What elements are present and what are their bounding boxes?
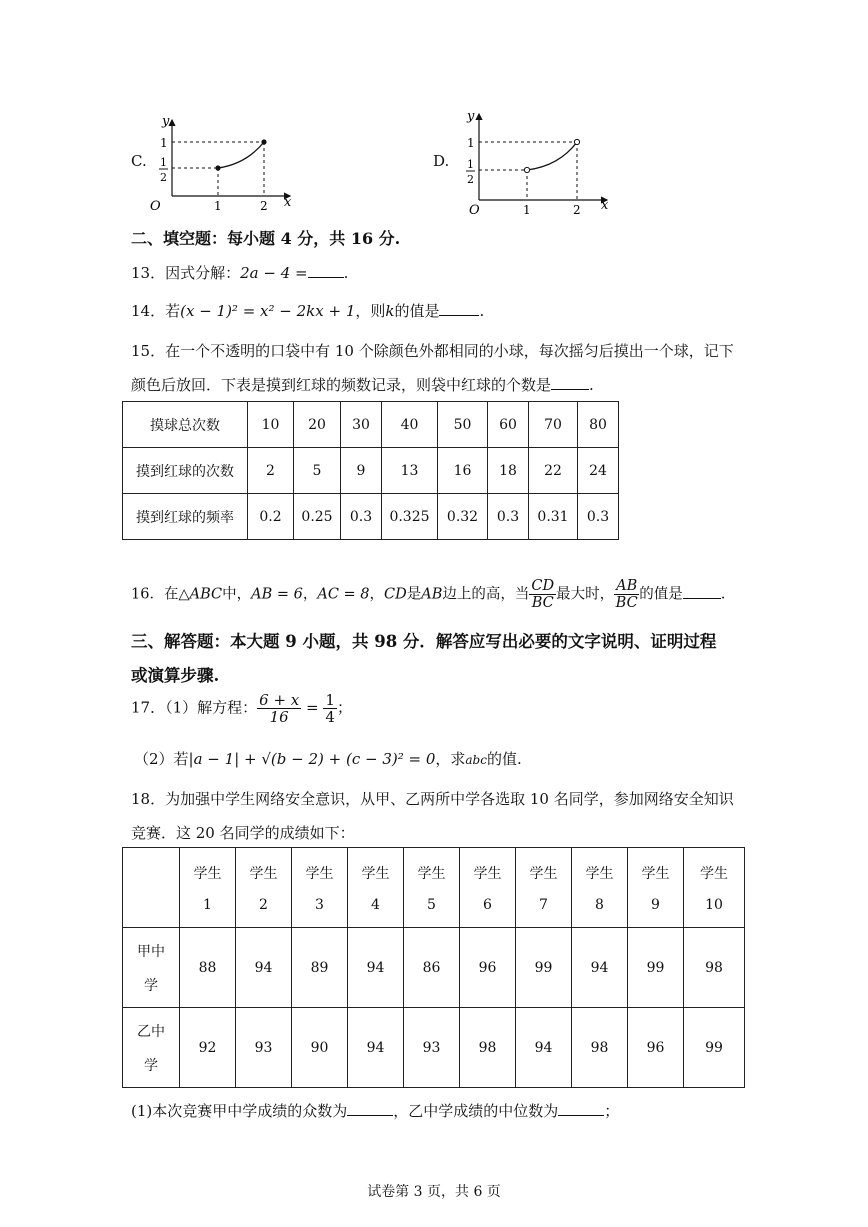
q14-num: 14． bbox=[131, 302, 166, 320]
option-c-label: C. bbox=[131, 152, 147, 170]
x-axis-label: x bbox=[601, 198, 609, 213]
page-footer: 试卷第 3 页，共 6 页 bbox=[367, 1184, 501, 1200]
tick-one: 1 bbox=[160, 136, 168, 150]
q14-expr: (x − 1)² = x² − 2kx + 1 bbox=[180, 302, 356, 320]
q15-line1: 15．在一个不透明的口袋中有 10 个除颜色外都相同的小球，每次摇匀后摸出一个球，记下 bbox=[131, 342, 734, 360]
tick-half-num: 1 bbox=[160, 156, 167, 169]
q17-fraction-left: $\frac{6 + x}{16}$ bbox=[259, 691, 300, 726]
q15-line2: 颜色后放回．下表是摸到红球的频数记录，则袋中红球的个数是 . bbox=[131, 376, 594, 394]
tick-half-den: 2 bbox=[467, 173, 474, 186]
section3-heading-line1: 三、解答题：本大题 9 小题，共 98 分．解答应写出必要的文字说明、证明过程 bbox=[131, 632, 717, 651]
q14: 14．若(x − 1)² = x² − 2kx + 1，则k的值是 . bbox=[131, 302, 485, 320]
section3-heading-line2: 或演算步骤. bbox=[131, 666, 220, 685]
table-row: 摸到红球的次数 2 5 9 13 16 18 22 24 bbox=[123, 448, 619, 494]
tick-x2: 2 bbox=[573, 203, 581, 217]
tick-x1: 1 bbox=[523, 203, 531, 217]
q13: 13．因式分解：2a − 4 = . bbox=[131, 264, 349, 282]
q17-part1: 17．（1）解方程： $\frac{6 + x}{16}$ = $\frac{1}{4}$ ； bbox=[131, 691, 352, 726]
origin-label: O bbox=[469, 203, 480, 218]
table-row: 学生 1 学生 2 学生 3 学生 4 学生 5 学生 6 学生 7 学生 8 学生 9 学生 10 bbox=[123, 848, 745, 928]
origin-label: O bbox=[150, 199, 161, 212]
q13-num: 13． bbox=[131, 264, 166, 282]
q18-sub1: (1)本次竞赛甲中学成绩的众数为 ，乙中学成绩的中位数为 ； bbox=[131, 1102, 620, 1120]
y-axis-label: y bbox=[467, 109, 475, 124]
q13-text: 因式分解： bbox=[165, 264, 241, 282]
q16-fraction-ab-bc: $\frac{AB}{BC}$ bbox=[615, 578, 638, 611]
x-axis-label: x bbox=[284, 195, 292, 210]
q18-line2: 竞赛．这 20 名同学的成绩如下： bbox=[131, 824, 355, 842]
q15-answer-blank[interactable] bbox=[551, 375, 589, 390]
q17-fraction-right: $\frac{1}{4}$ bbox=[325, 691, 335, 726]
q17-part2: （2）若|a − 1| + √(b − 2) + (c − 3)² = 0，求abc的值. bbox=[134, 750, 522, 768]
q13-expr: 2a − 4 = bbox=[240, 264, 308, 282]
tick-x1: 1 bbox=[214, 199, 222, 212]
option-d-graph bbox=[455, 108, 625, 218]
q13-answer-blank[interactable] bbox=[308, 263, 344, 278]
tick-half-den: 2 bbox=[160, 171, 167, 184]
table-row: 摸到红球的频率 0.2 0.25 0.3 0.325 0.32 0.3 0.31 0.3 bbox=[123, 494, 619, 540]
y-axis-label: y bbox=[162, 114, 170, 129]
table-row: 乙中 学 92 93 90 94 93 98 94 98 96 99 bbox=[123, 1008, 745, 1088]
q17-equation: |a − 1| + √(b − 2) + (c − 3)² = 0 bbox=[188, 750, 436, 768]
tick-one: 1 bbox=[467, 136, 475, 150]
tick-half-num: 1 bbox=[467, 158, 474, 171]
option-c-graph bbox=[148, 112, 318, 212]
q18-median-blank[interactable] bbox=[558, 1101, 604, 1116]
section2-heading: 二、填空题：每小题 4 分，共 16 分. bbox=[131, 229, 401, 248]
tick-x2: 2 bbox=[260, 199, 268, 212]
q18-line1: 18．为加强中学生网络安全意识，从甲、乙两所中学各选取 10 名同学，参加网络安全知识 bbox=[131, 790, 734, 808]
table-row: 摸球总次数 10 20 30 40 50 60 70 80 bbox=[123, 402, 619, 448]
table-row: 甲中 学 88 94 89 94 86 96 99 94 99 98 bbox=[123, 928, 745, 1008]
q14-answer-blank[interactable] bbox=[439, 301, 479, 316]
option-d-label: D. bbox=[433, 152, 450, 170]
q18-mode-blank[interactable] bbox=[347, 1101, 393, 1116]
q16-fraction-cd-bc: $\frac{CD}{BC}$ bbox=[531, 578, 555, 611]
q18-score-table bbox=[122, 847, 745, 1088]
q16: 16．在△ABC中，AB = 6，AC = 8，CD是AB边上的高，当 $\frac{CD}{BC}$ 最大时， $\frac{AB}{BC}$ 的值是 . bbox=[131, 578, 726, 611]
q16-answer-blank[interactable] bbox=[683, 584, 721, 599]
q15-frequency-table bbox=[122, 401, 619, 540]
